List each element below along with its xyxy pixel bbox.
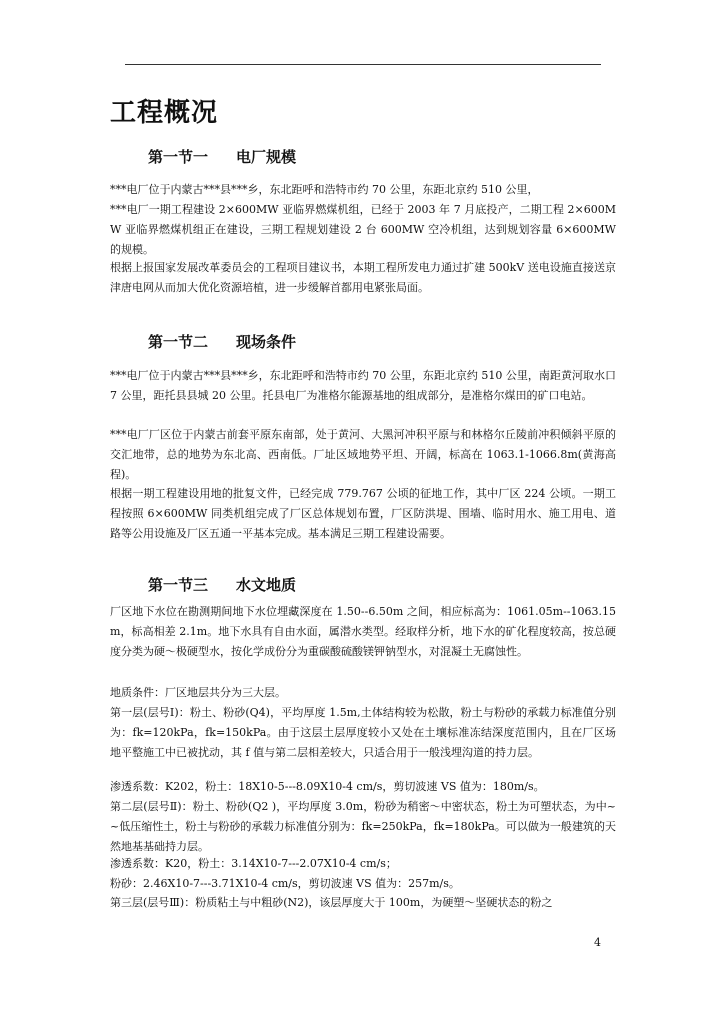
page-title: 工程概况 (110, 98, 219, 128)
paragraph: 第一层(层号Ⅰ)：粉土、粉砂(Q4)，平均厚度 1.5m,土体结构较为松散，粉土与粉砂的承载力标准值分别为：fk=120kPa，fk=150kPa。由于这层土层厚度较小又处在土壤标准冻结深度范围内，且在厂区场地平整施工中已被扰动，其 f 值与第二层相差较大，只适合用于一般浅埋沟道的持力层。 (110, 706, 616, 759)
page-number: 4 (594, 936, 601, 949)
paragraph: 厂区地下水位在勘测期间地下水位埋藏深度在 1.50--6.50m 之间，相应标高为：1061.05m--1063.15m，标高相差 2.1m。地下水具有自由水面，属潜水类型。经取样分析，地下水的矿化程度较高，按总硬度分类为硬～极硬型水，按化学成份分为重碳酸硫酸镁钾钠型水，对混凝土无腐蚀性。 (110, 605, 616, 658)
section-name: 现场条件 (236, 333, 297, 351)
paragraph: 根据一期工程建设用地的批复文件，已经完成 779.767 公顷的征地工作，其中厂区 224 公顷。一期工程按照 6×600MW 同类机组完成了厂区总体规划布置，厂区防洪堤、围墙、临时用水、施工用电、道路等公用设施及厂区五通一平基本完成。基本满足三期工程建设需要。 (110, 487, 616, 540)
section-number: 第一节二 (148, 333, 209, 351)
section-number: 第一节三 (148, 576, 209, 594)
section-heading-1 (148, 146, 296, 167)
section-name: 水文地质 (236, 576, 297, 594)
paragraph: ***电厂位于内蒙古***县***乡，东北距呼和浩特市约 70 公里，东距北京约 510 公里，南距黄河取水口 7 公里，距托县县城 20 公里。托县电厂为准格尔能源基地的组成部分，是准格尔煤田的矿口电站。 (110, 369, 616, 402)
header-rule (125, 64, 601, 65)
paragraph: 渗透系数：K20，粉土：3.14X10-7---2.07X10-4 cm/s； (110, 857, 397, 870)
section-heading-2 (148, 331, 296, 352)
paragraph: 粉砂：2.46X10-7---3.71X10-4 cm/s，剪切波速 VS 值为：257m/s。 (110, 877, 460, 890)
paragraph: 渗透系数：K202，粉土：18X10-5---8.09X10-4 cm/s，剪切波速 VS 值为：180m/s。 (110, 780, 545, 793)
section-number: 第一节一 (148, 148, 209, 166)
section-heading-3 (148, 574, 296, 595)
paragraph: 第二层(层号Ⅱ)：粉土、粉砂(Q2 )，平均厚度 3.0m，粉砂为稍密～中密状态，粉土为可塑状态，为中~~低压缩性土，粉土与粉砂的承载力标准值分别为：fk=250kPa，fk=180kPa。可以做为一般建筑的天然地基基础持力层。 (110, 800, 616, 853)
paragraph: 根据上报国家发展改革委员会的工程项目建议书，本期工程所发电力通过扩建 500kV 送电设施直接送京津唐电网从而加大优化资源培植，进一步缓解首都用电紧张局面。 (110, 261, 616, 294)
paragraph: ***电厂一期工程建设 2×600MW 亚临界燃煤机组，已经于 2003 年 7 月底投产，二期工程 2×600MW 亚临界燃煤机组正在建设，三期工程规划建设 2 台 600MW 空冷机组，达到规划容量 6×600MW 的规模。 (110, 203, 616, 256)
section-name: 电厂规模 (236, 148, 297, 166)
paragraph: ***电厂厂区位于内蒙古前套平原东南部，处于黄河、大黑河冲积平原与和林格尔丘陵前冲积倾斜平原的交汇地带，总的地势为东北高、西南低。厂址区域地势平坦、开阔，标高在 1063.1-1066.8m(黄海高程)。 (110, 428, 616, 481)
paragraph: 地质条件：厂区地层共分为三大层。 (110, 686, 286, 699)
paragraph: ***电厂位于内蒙古***县***乡，东北距呼和浩特市约 70 公里，东距北京约 510 公里， (110, 183, 539, 196)
paragraph: 第三层(层号Ⅲ)：粉质粘土与中粗砂(N2)，该层厚度大于 100m，为硬塑～坚硬状态的粉之 (110, 896, 553, 909)
